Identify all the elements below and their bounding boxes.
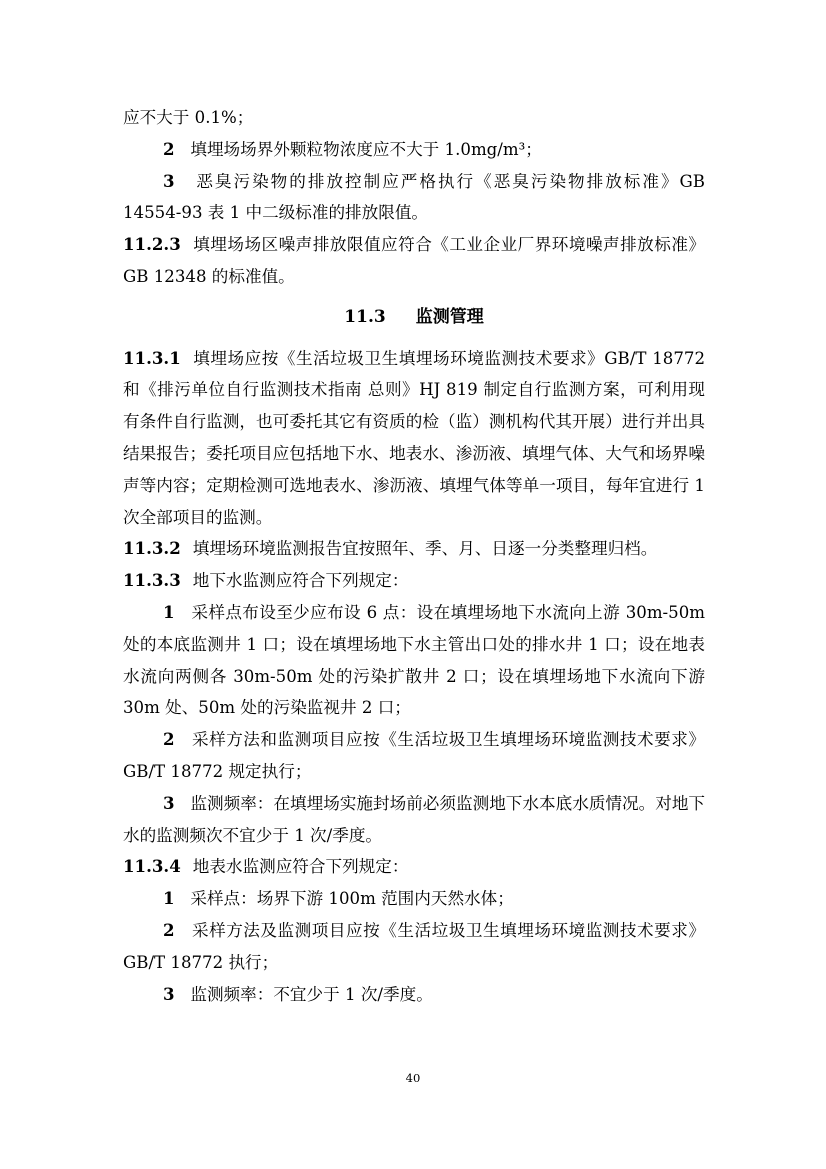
item-number: 3 [163,983,175,1004]
clause-text: 填埋场场区噪声排放限值应符合《工业企业厂界环境噪声排放标准》GB 12348 的标准值。 [123,235,705,286]
clause-text: 填埋场应按《生活垃圾卫生填埋场环境监测技术要求》GB/T 18772 和《排污单位自行监测技术指南 总则》HJ 819 制定自行监测方案，可利用现有条件自行监测，也可委托其它有资质的检（监）测机构代其开展）进行并出具结果报告；委托项目应包括地下水、地表水、渗沥液、填埋气体、大气和场界噪声等内容；定期检测可选地表水、渗沥液、填埋气体等单一项目，每年宜进行 1 次全部项目的监测。 [123,348,705,527]
item-text: 采样方法及监测项目应按《生活垃圾卫生填埋场环境监测技术要求》GB/T 18772 执行； [123,920,706,972]
item-text: 采样点布设至少应布设 6 点：设在填埋场地下水流向上游 30m-50m 处的本底监测井 1 口；设在填埋场地下水主管出口处的排水井 1 口；设在地表水流向两侧各 30m-50m 处的污染扩散井 2 口；设在填埋场地下水流向下游 30m 处、50m 处的污染监视井 2 口； [123,602,706,718]
item-text: 采样方法和监测项目应按《生活垃圾卫生填埋场环境监测技术要求》GB/T 18772 规定执行； [123,730,706,781]
clause-number: 11.3.4 [123,856,181,877]
clause-number: 11.3.3 [123,570,181,591]
clause-text: 地下水监测应符合下列规定： [192,571,409,591]
list-item [123,597,705,724]
clause [123,343,705,534]
clause [123,229,705,293]
list-item [123,788,705,852]
item-text: 采样点：场界下游 100m 范围内天然水体； [190,889,514,909]
clause [123,851,705,883]
item-number: 1 [163,888,175,909]
list-item [123,166,705,230]
clause-text: 地表水监测应符合下列规定： [192,857,409,877]
list-item [123,979,705,1011]
item-number: 3 [163,792,175,813]
section-heading [123,302,705,334]
section-title: 监测管理 [415,306,484,327]
item-text: 监测频率：不宜少于 1 次/季度。 [190,984,433,1004]
item-text: 监测频率：在填埋场实施封场前必须监测地下水本底水质情况。对地下水的监测频次不宜少于 1 次/季度。 [123,793,706,845]
list-item [123,134,705,166]
item-number: 2 [163,138,175,159]
clause [123,565,705,597]
clause-number: 11.3.1 [123,347,181,368]
item-number: 2 [163,729,175,750]
page-content [123,102,705,1010]
section-number: 11.3 [344,306,386,327]
clause-number: 11.2.3 [123,234,181,255]
page-number: 40 [405,1071,421,1085]
list-item [123,883,705,915]
item-number: 2 [163,919,175,940]
item-text: 恶臭污染物的排放控制应严格执行《恶臭污染物排放标准》GB 14554-93 表 1 中二级标准的排放限值。 [123,171,705,223]
list-item [123,915,705,979]
clause-number: 11.3.2 [123,538,181,559]
clause-text: 填埋场环境监测报告宜按照年、季、月、日逐一分类整理归档。 [192,539,658,559]
item-number: 3 [163,170,175,191]
paragraph: 应不大于 0.1%； [123,108,254,127]
list-item [123,724,705,788]
clause [123,533,705,565]
item-number: 1 [163,601,175,622]
item-text: 填埋场场界外颗粒物浓度应不大于 1.0mg/m³； [190,139,542,159]
